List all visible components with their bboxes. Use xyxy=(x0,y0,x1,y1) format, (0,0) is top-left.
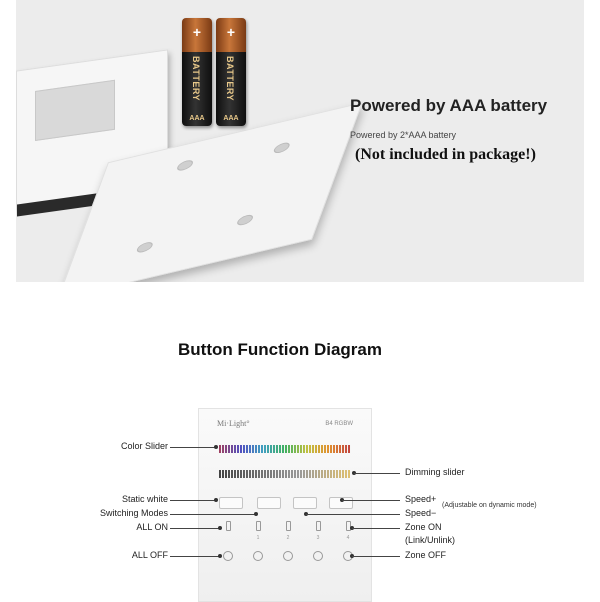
battery-compartment xyxy=(35,80,115,141)
all-on-button[interactable] xyxy=(226,521,231,531)
leader-line xyxy=(306,514,400,515)
leader-line xyxy=(170,514,256,515)
label-link-unlink: (Link/Unlink) xyxy=(405,535,456,545)
label-speed-plus: Speed+ xyxy=(405,494,437,504)
leader-dot xyxy=(214,498,218,502)
zone-2 xyxy=(281,521,295,563)
leader-line xyxy=(354,473,400,474)
zone-off-button[interactable] xyxy=(253,551,263,561)
label-switching-modes: Switching Modes xyxy=(99,508,168,518)
dimming-slider[interactable] xyxy=(219,470,351,478)
screw-hole xyxy=(135,241,154,254)
label-all-on: ALL ON xyxy=(136,522,168,532)
leader-dot xyxy=(218,554,222,558)
leader-dot xyxy=(218,526,222,530)
battery-label: BATTERY xyxy=(191,56,201,101)
switching-modes-button[interactable] xyxy=(257,497,281,509)
leader-line xyxy=(170,556,220,557)
label-zone-on: Zone ON xyxy=(405,522,442,532)
leader-line xyxy=(352,556,400,557)
leader-dot xyxy=(214,445,218,449)
battery-type: AAA xyxy=(189,115,205,122)
zone-off-button[interactable] xyxy=(313,551,323,561)
battery-label: BATTERY xyxy=(225,56,235,101)
speed-minus-button[interactable] xyxy=(293,497,317,509)
leader-line xyxy=(170,528,220,529)
color-slider[interactable] xyxy=(219,445,351,453)
battery-plus: + xyxy=(192,24,202,40)
brand-logo: Mi·Light° xyxy=(217,419,250,428)
battery-left xyxy=(182,18,212,126)
power-note: (Not included in package!) xyxy=(355,146,536,163)
battery-type: AAA xyxy=(223,115,239,122)
zone-3 xyxy=(311,521,325,563)
battery-plus: + xyxy=(226,24,236,40)
label-color-slider: Color Slider xyxy=(120,441,168,451)
screw-hole xyxy=(236,213,255,226)
label-all-off: ALL OFF xyxy=(131,550,168,560)
label-static-white: Static white xyxy=(121,494,168,504)
leader-dot xyxy=(254,512,258,516)
zone-number: 4 xyxy=(346,535,350,541)
screw-hole xyxy=(272,141,291,154)
label-speed-note: (Adjustable on dynamic mode) xyxy=(442,502,537,509)
static-white-button[interactable] xyxy=(219,497,243,509)
zone-number: 1 xyxy=(256,535,260,541)
power-title: Powered by AAA battery xyxy=(350,96,548,115)
leader-line xyxy=(170,447,216,448)
zone-on-button[interactable] xyxy=(316,521,321,531)
zone-all xyxy=(221,521,235,563)
remote-panel xyxy=(198,408,372,602)
leader-line xyxy=(352,528,400,529)
label-zone-off: Zone OFF xyxy=(405,550,447,560)
power-subtitle: Powered by 2*AAA battery xyxy=(350,130,457,140)
zone-1 xyxy=(251,521,265,563)
leader-line xyxy=(170,500,216,501)
product-photo xyxy=(16,0,584,282)
zone-number: 3 xyxy=(316,535,320,541)
screw-hole xyxy=(176,159,195,172)
leader-line xyxy=(342,500,400,501)
label-speed-minus: Speed− xyxy=(405,508,437,518)
diagram-title: Button Function Diagram xyxy=(178,340,382,359)
zone-on-button[interactable] xyxy=(286,521,291,531)
zone-on-button[interactable] xyxy=(256,521,261,531)
battery-right xyxy=(216,18,246,126)
zone-number: 2 xyxy=(286,535,290,541)
all-off-button[interactable] xyxy=(223,551,233,561)
model-label: B4 RGBW xyxy=(325,421,353,427)
zone-off-button[interactable] xyxy=(283,551,293,561)
label-dimming-slider: Dimming slider xyxy=(405,467,465,477)
